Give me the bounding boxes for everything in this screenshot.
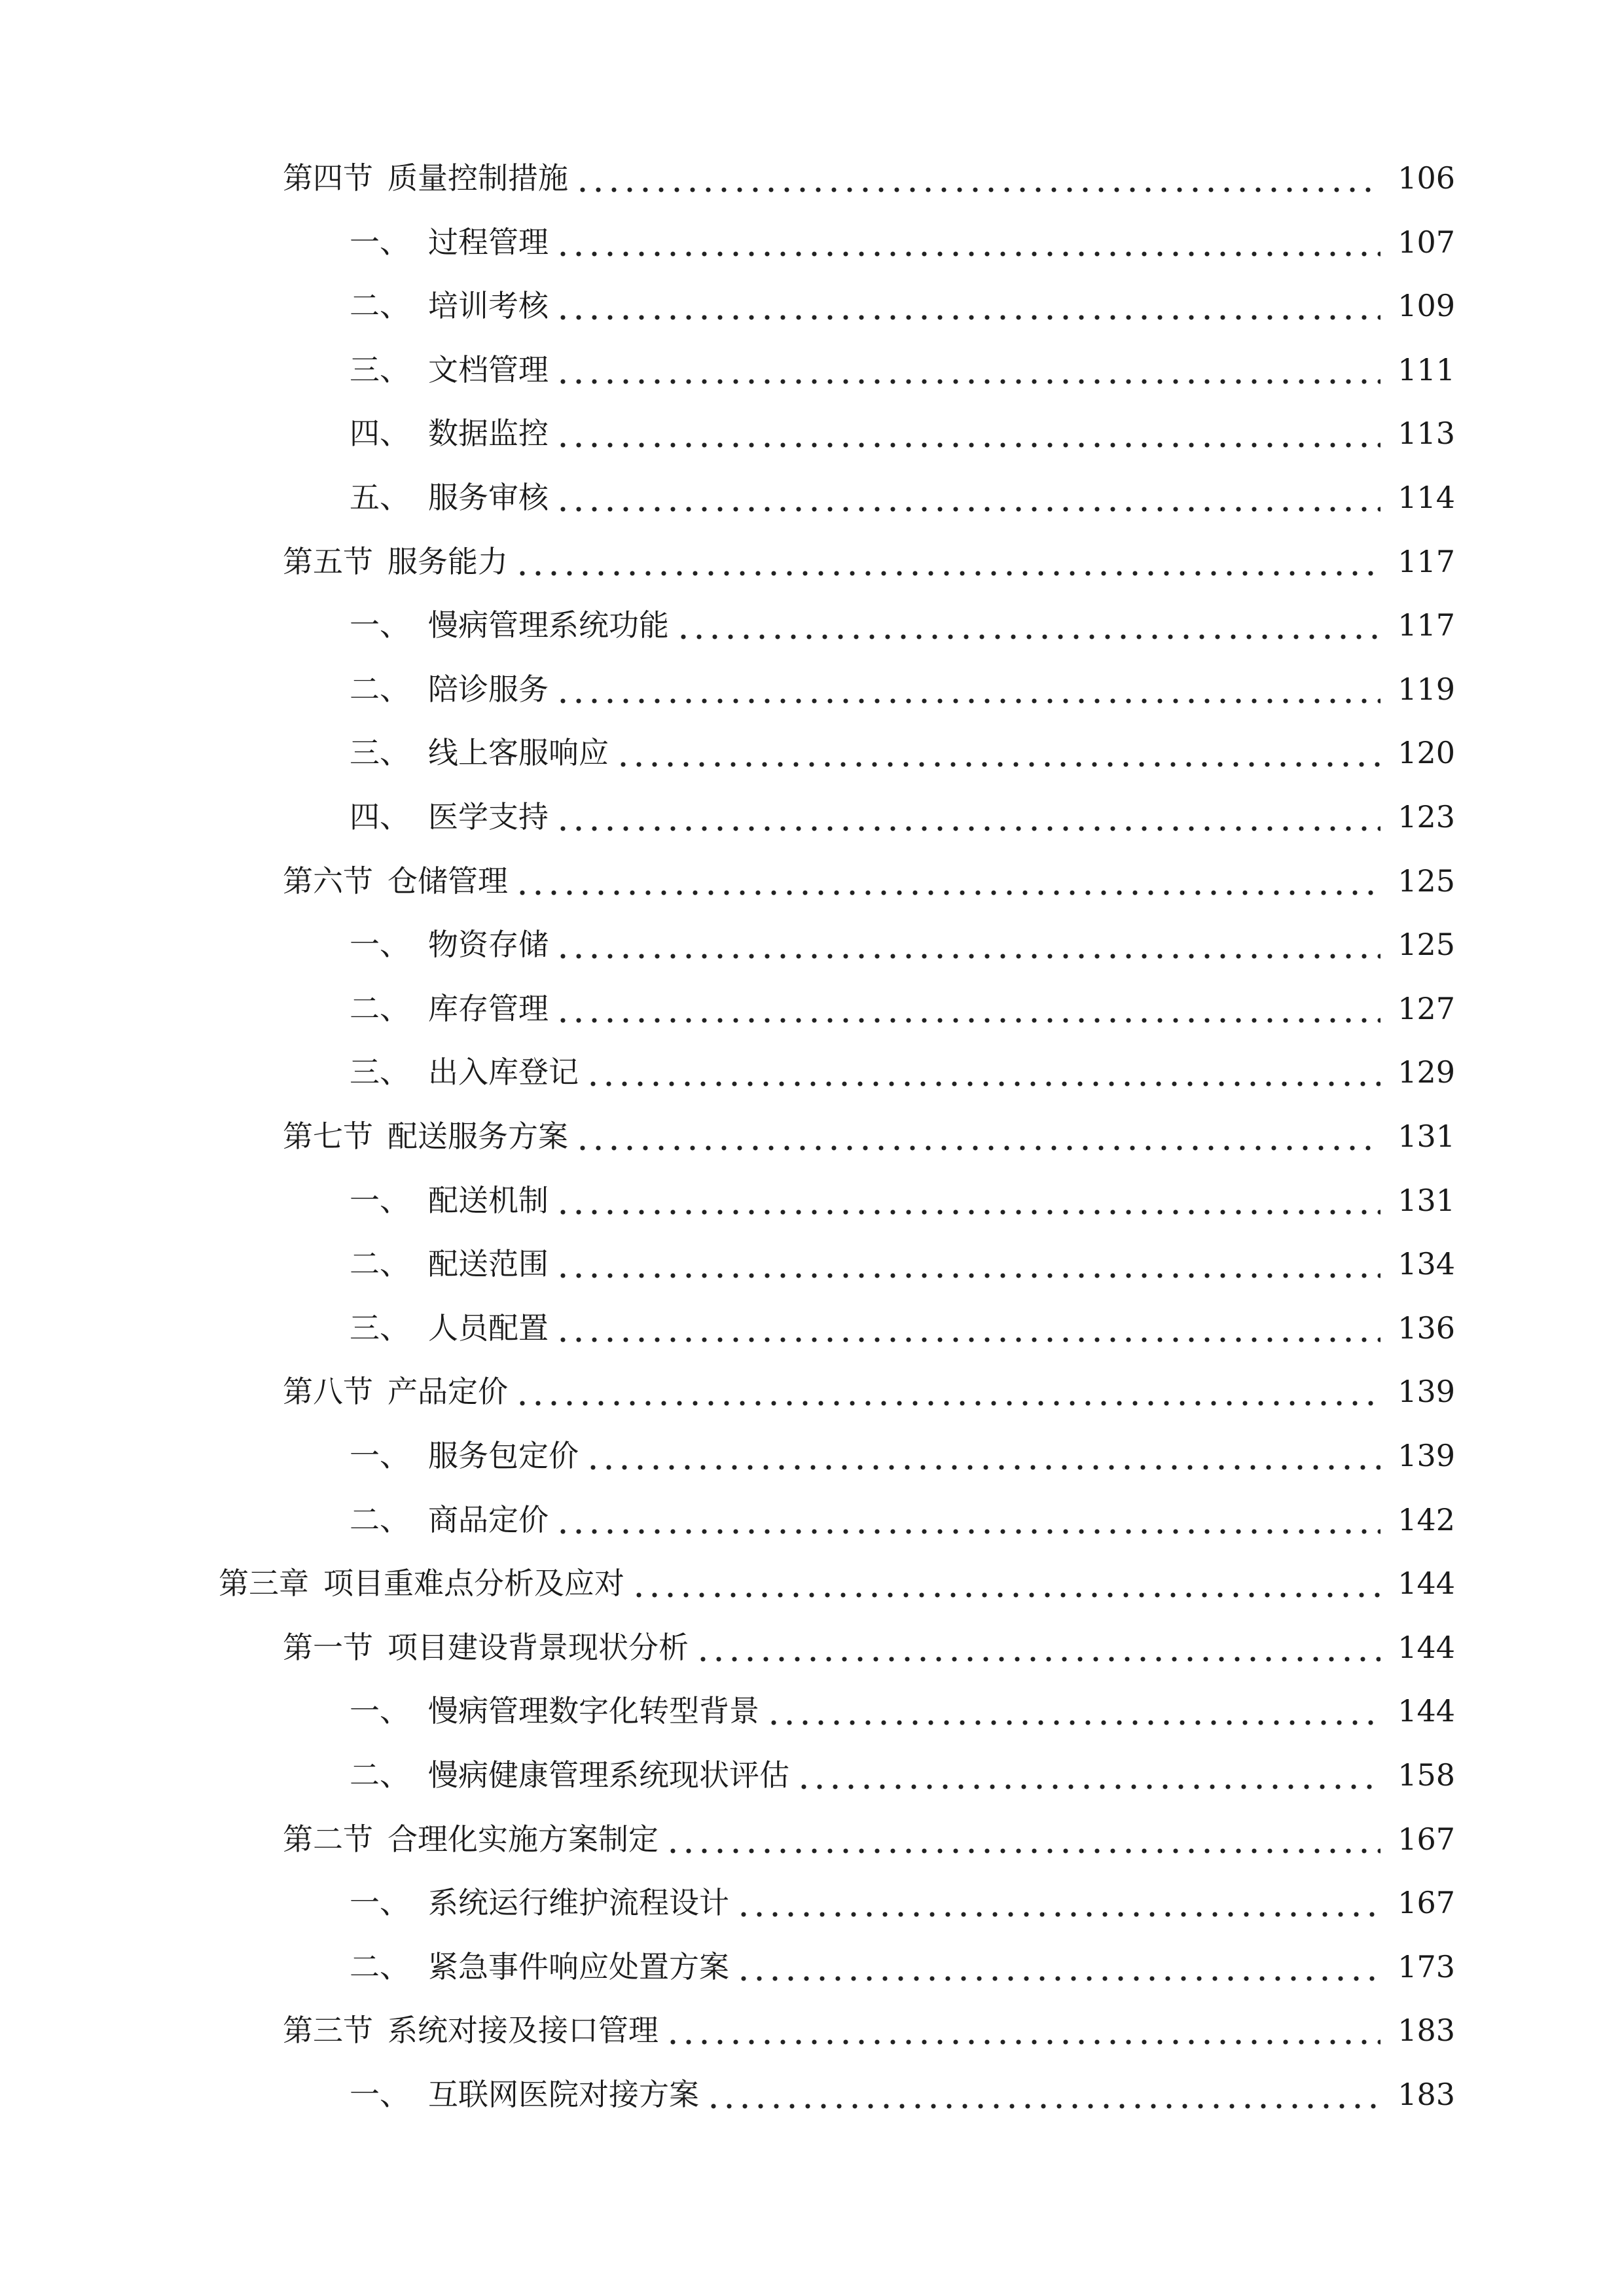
toc-dot-leader [555,279,1380,332]
toc-dot-leader [665,1813,1380,1865]
toc-page-number: 144 [1398,1629,1455,1665]
toc-entry[interactable] [283,1621,1455,1674]
toc-entry-title: 配送机制 [428,1182,549,1218]
toc-page-number: 114 [1398,480,1455,515]
toc-entry[interactable] [351,1876,1455,1929]
toc-entry-title: 出入库登记 [428,1054,579,1090]
toc-dot-leader [555,216,1380,268]
toc-entry[interactable] [351,1685,1455,1737]
toc-entry-title: 紧急事件响应处置方案 [428,1948,729,1984]
toc-dot-leader [555,1494,1380,1546]
toc-entry-title: 产品定价 [388,1374,508,1410]
toc-page-number: 139 [1398,1438,1455,1473]
toc-entry-number: 一、 [350,1885,410,1921]
toc-dot-leader [585,1046,1380,1098]
toc-entry[interactable] [351,663,1455,715]
toc-page-number: 125 [1398,927,1455,963]
toc-entry[interactable] [283,2004,1455,2056]
toc-entry-number: 第三章 [219,1566,309,1602]
toc-page-number: 106 [1398,160,1455,196]
toc-entry-number: 第三节 [283,2013,373,2049]
toc-entry[interactable] [351,1429,1455,1482]
toc-entry-number: 一、 [350,607,410,643]
toc-entry[interactable] [351,1941,1455,1993]
toc-entry-title: 质量控制措施 [388,160,568,196]
toc-dot-leader [555,791,1380,843]
toc-dot-leader [796,1749,1380,1801]
toc-entry-title: 系统运行维护流程设计 [428,1885,729,1921]
toc-dot-leader [665,2004,1380,2056]
toc-entry-number: 第六节 [283,863,373,899]
toc-entry[interactable] [351,791,1455,843]
toc-entry-title: 项目建设背景现状分析 [388,1629,689,1665]
toc-page-number: 117 [1398,543,1455,579]
toc-entry-title: 系统对接及接口管理 [388,2013,659,2049]
toc-entry-number: 四、 [350,799,410,834]
toc-page-number: 111 [1398,351,1455,387]
toc-page-number: 123 [1398,799,1455,834]
toc-entry-title: 互联网医院对接方案 [428,2077,699,2112]
toc-entry-number: 第二节 [283,1821,373,1857]
toc-entry[interactable] [283,535,1455,588]
toc-dot-leader [575,1110,1380,1162]
toc-entry-title: 文档管理 [428,351,549,387]
toc-dot-leader [555,1174,1380,1227]
toc-entry[interactable] [351,1302,1455,1354]
toc-entry-number: 二、 [350,1501,410,1537]
toc-entry-title: 配送范围 [428,1246,549,1282]
toc-dot-leader [555,407,1380,459]
toc-dot-leader [585,1429,1380,1482]
toc-entry[interactable] [351,918,1455,971]
toc-entry[interactable] [351,1238,1455,1290]
toc-entry-number: 一、 [350,2077,410,2112]
toc-entry-title: 服务审核 [428,480,549,515]
toc-dot-leader [555,663,1380,715]
toc-entry[interactable] [283,1813,1455,1865]
toc-entry-number: 三、 [350,1054,410,1090]
toc-entry-title: 项目重难点分析及应对 [323,1566,624,1602]
toc-entry-number: 二、 [350,1246,410,1282]
toc-entry-title: 仓储管理 [388,863,508,899]
toc-page-number: 109 [1398,288,1455,324]
toc-dot-leader [676,599,1380,651]
toc-page-number: 131 [1398,1182,1455,1218]
toc-dot-leader [555,471,1380,524]
toc-entry[interactable] [351,216,1455,268]
toc-dot-leader [555,982,1380,1035]
toc-entry-number: 四、 [350,416,410,452]
toc-entry-title: 培训考核 [428,288,549,324]
toc-entry[interactable] [351,1174,1455,1227]
toc-dot-leader [514,1365,1380,1418]
toc-dot-leader [736,1941,1380,1993]
toc-entry[interactable] [351,407,1455,459]
toc-entry[interactable] [283,1365,1455,1418]
toc-entry-number: 五、 [350,480,410,515]
toc-entry-number: 一、 [350,224,410,260]
toc-page-number: 117 [1398,607,1455,643]
toc-dot-leader [615,726,1380,779]
toc-page-number: 139 [1398,1374,1455,1410]
toc-entry[interactable] [351,1046,1455,1098]
toc-entry[interactable] [351,471,1455,524]
toc-entry-number: 第四节 [283,160,373,196]
toc-entry[interactable] [351,344,1455,396]
toc-dot-leader [736,1876,1380,1929]
toc-entry[interactable] [219,1557,1455,1609]
toc-entry-number: 二、 [350,1757,410,1793]
toc-dot-leader [514,535,1380,588]
toc-dot-leader [631,1557,1380,1609]
toc-dot-leader [555,1238,1380,1290]
toc-entry-number: 一、 [350,1693,410,1729]
toc-entry-title: 库存管理 [428,990,549,1026]
toc-entry-title: 服务包定价 [428,1438,579,1473]
toc-entry-title: 医学支持 [428,799,549,834]
toc-page-number: 158 [1398,1757,1455,1793]
toc-dot-leader [706,2068,1380,2121]
toc-entry-title: 过程管理 [428,224,549,260]
toc-entry-title: 商品定价 [428,1501,549,1537]
toc-page-number: 134 [1398,1246,1455,1282]
toc-dot-leader [555,1302,1380,1354]
toc-entry[interactable] [351,1494,1455,1546]
toc-entry[interactable] [351,1749,1455,1801]
toc-entry-number: 第五节 [283,543,373,579]
toc-entry-number: 二、 [350,990,410,1026]
toc-entry[interactable] [351,2068,1455,2121]
toc-page-number: 173 [1398,1948,1455,1984]
toc-dot-leader [514,855,1380,907]
toc-entry[interactable] [283,855,1455,907]
toc-entry-title: 陪诊服务 [428,671,549,707]
toc-entry-title: 慢病健康管理系统现状评估 [428,1757,789,1793]
toc-entry-number: 第一节 [283,1629,373,1665]
toc-page-number: 183 [1398,2013,1455,2049]
toc-entry-title: 慢病管理系统功能 [428,607,669,643]
toc-page-number: 129 [1398,1054,1455,1090]
toc-page-number: 127 [1398,990,1455,1026]
toc-entry-number: 第七节 [283,1119,373,1154]
toc-entry-title: 线上客服响应 [428,735,609,771]
toc-entry-number: 三、 [350,351,410,387]
toc-entry[interactable] [351,279,1455,332]
toc-page-number: 136 [1398,1310,1455,1346]
toc-entry[interactable] [283,1110,1455,1162]
toc-page-number: 142 [1398,1501,1455,1537]
toc-entry[interactable] [351,726,1455,779]
toc-entry-title: 合理化实施方案制定 [388,1821,659,1857]
toc-entry-title: 人员配置 [428,1310,549,1346]
toc-entry-title: 慢病管理数字化转型背景 [428,1693,759,1729]
toc-page-number: 125 [1398,863,1455,899]
toc-entry-title: 服务能力 [388,543,508,579]
toc-dot-leader [555,344,1380,396]
toc-entry[interactable] [351,599,1455,651]
toc-dot-leader [766,1685,1380,1737]
toc-dot-leader [575,152,1380,204]
toc-page-number: 167 [1398,1885,1455,1921]
toc-entry-number: 二、 [350,1948,410,1984]
toc-page-number: 107 [1398,224,1455,260]
toc-entry-number: 三、 [350,735,410,771]
toc-entry-number: 二、 [350,671,410,707]
toc-page-number: 183 [1398,2077,1455,2112]
toc-entry-title: 物资存储 [428,927,549,963]
toc-entry-number: 一、 [350,927,410,963]
toc-entry-number: 第八节 [283,1374,373,1410]
toc-entry-number: 三、 [350,1310,410,1346]
toc-page-number: 119 [1398,671,1455,707]
toc-page-number: 120 [1398,735,1455,771]
toc-entry-title: 数据监控 [428,416,549,452]
toc-dot-leader [695,1621,1380,1674]
toc-page-number: 167 [1398,1821,1455,1857]
toc-page-number: 144 [1398,1566,1455,1602]
toc-entry[interactable] [351,982,1455,1035]
toc-page-number: 113 [1398,416,1455,452]
toc-entry-number: 一、 [350,1438,410,1473]
toc-page-number: 144 [1398,1693,1455,1729]
toc-entry-number: 一、 [350,1182,410,1218]
toc-entry-number: 二、 [350,288,410,324]
toc-entry[interactable] [283,152,1455,204]
toc-page-number: 131 [1398,1119,1455,1154]
toc-entry-title: 配送服务方案 [388,1119,568,1154]
toc-dot-leader [555,918,1380,971]
